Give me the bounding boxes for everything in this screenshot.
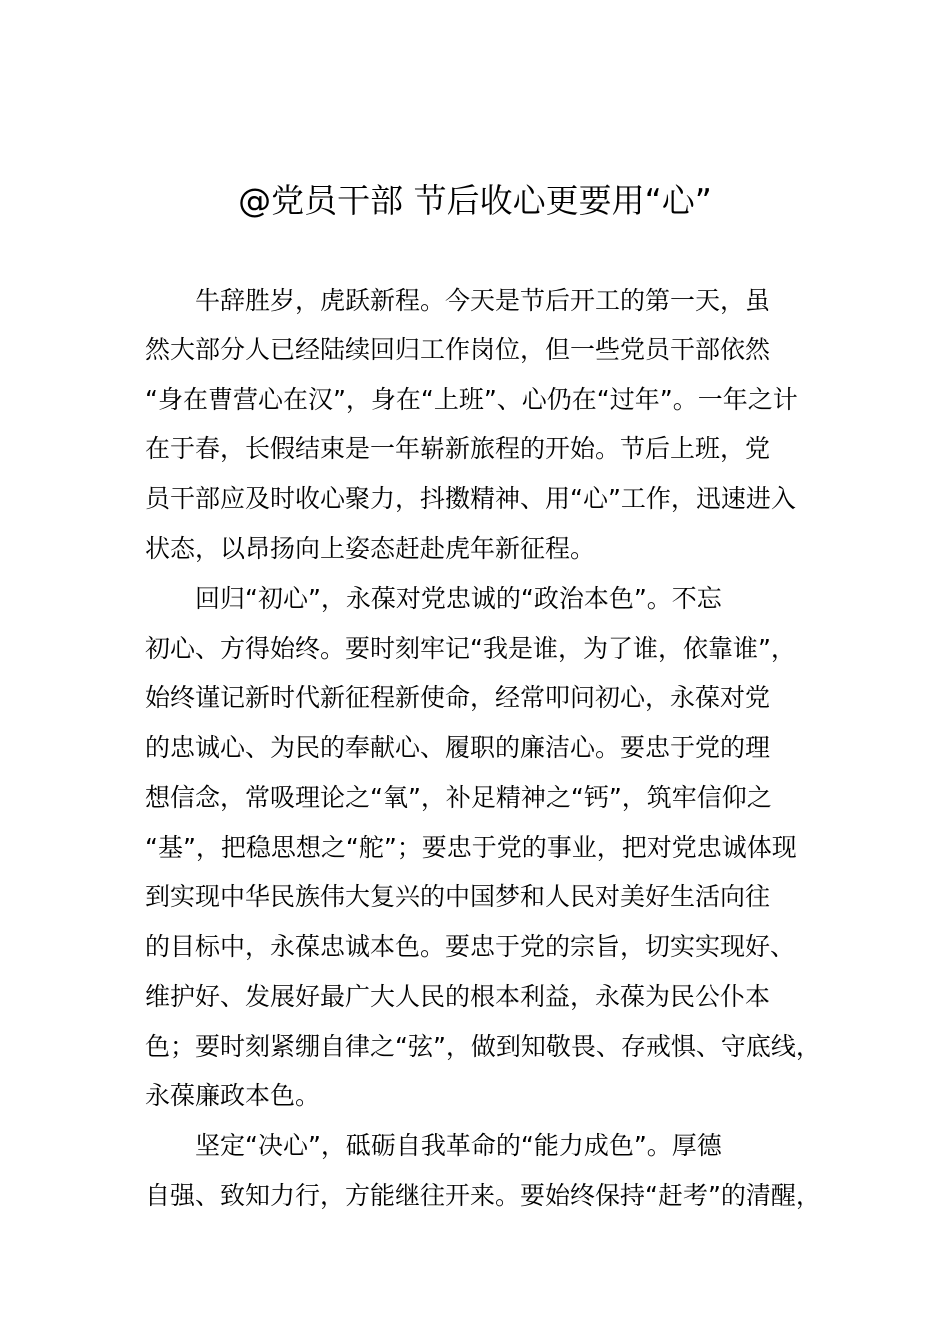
document-title: @党员干部 节后收心更要用“心” (238, 181, 712, 220)
paragraph-2-line-3: 始终谨记新时代新征程新使命，经常叩问初心，永葆对党 (145, 683, 771, 712)
paragraph-2-line-2: 初心、方得始终。要时刻牢记“我是谁，为了谁，依靠谁”， (145, 634, 796, 663)
paragraph-2-line-7: 到实现中华民族伟大复兴的中国梦和人民对美好生活向往 (145, 882, 771, 911)
paragraph-1-line-2: 然大部分人已经陆续回归工作岗位，但一些党员干部依然 (145, 335, 771, 364)
paragraph-2-line-8: 的目标中，永葆忠诚本色。要忠于党的宗旨，切实实现好、 (145, 932, 796, 961)
paragraph-2-line-5: 想信念，常吸理论之“氧”，补足精神之“钙”，筑牢信仰之 (145, 783, 772, 812)
paragraph-1-line-1: 牛辞胜岁，虎跃新程。今天是节后开工的第一天，虽 (195, 286, 771, 315)
paragraph-2-line-11: 永葆廉政本色。 (145, 1081, 321, 1110)
paragraph-2-line-9: 维护好、发展好最广大人民的根本利益，永葆为民公仆本 (145, 982, 771, 1011)
paragraph-1-line-3: “身在曹营心在汉”，身在“上班”、心仍在“过年”。一年之计 (145, 385, 798, 414)
paragraph-2-line-6: “基”，把稳思想之“舵”；要忠于党的事业，把对党忠诚体现 (145, 833, 797, 862)
paragraph-1-line-4: 在于春，长假结束是一年崭新旅程的开始。节后上班，党 (145, 434, 771, 463)
paragraph-1-line-6: 状态，以昂扬向上姿态赶赴虎年新征程。 (145, 534, 596, 563)
paragraph-1-line-5: 员干部应及时收心聚力，抖擞精神、用“心”工作，迅速进入 (145, 484, 796, 513)
paragraph-3-line-1: 坚定“决心”，砥砺自我革命的“能力成色”。厚德 (195, 1131, 722, 1160)
paragraph-2-line-10: 色；要时刻紧绷自律之“弦”，做到知敬畏、存戒惧、守底线， (145, 1032, 821, 1061)
paragraph-3-line-2: 自强、致知力行，方能继往开来。要始终保持“赶考”的清醒， (145, 1181, 821, 1210)
paragraph-2-line-4: 的忠诚心、为民的奉献心、履职的廉洁心。要忠于党的理 (145, 733, 771, 762)
paragraph-2-line-1: 回归“初心”，永葆对党忠诚的“政治本色”。不忘 (195, 584, 722, 613)
